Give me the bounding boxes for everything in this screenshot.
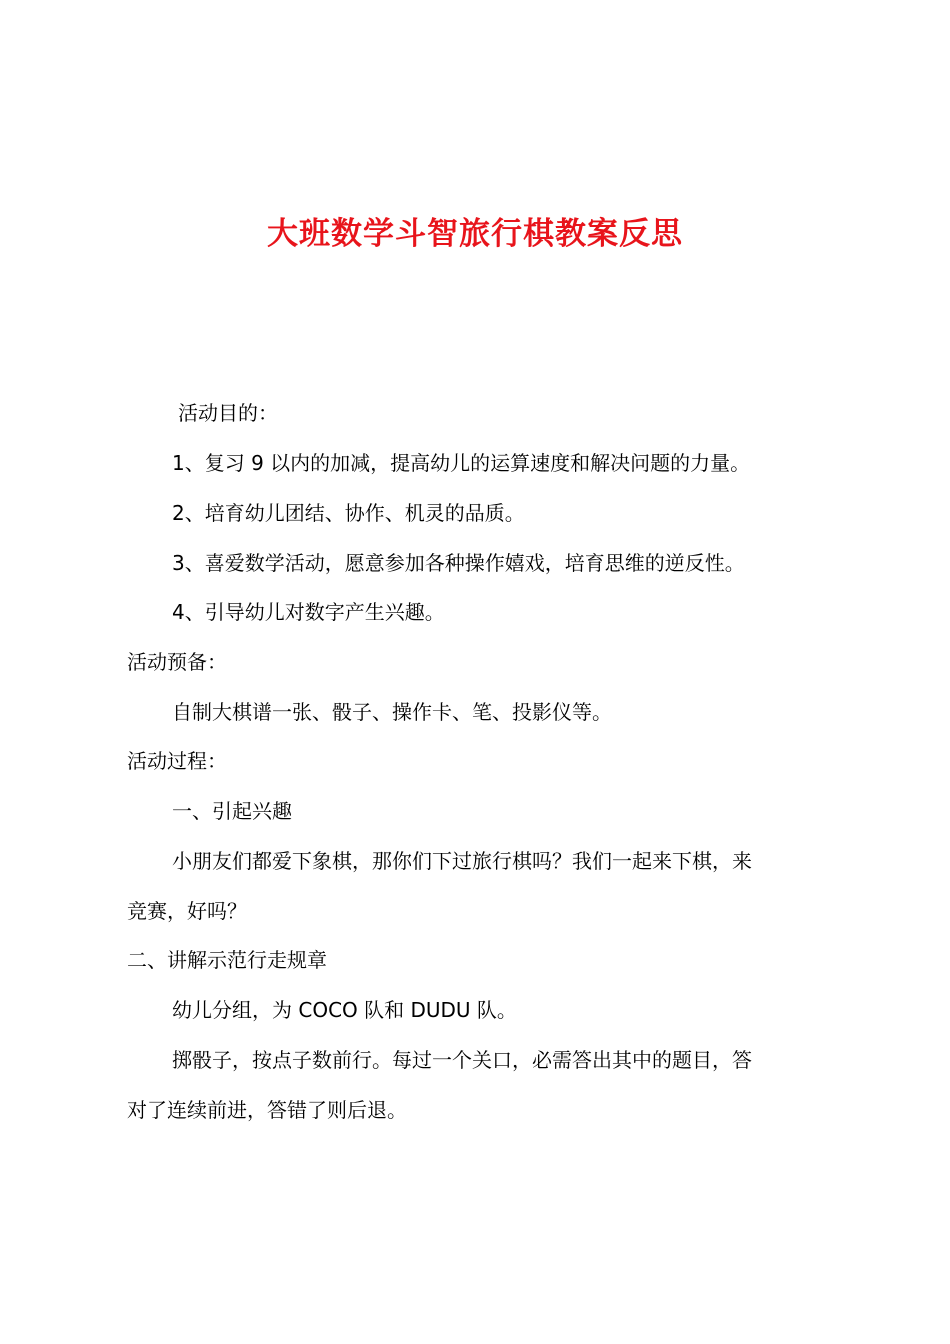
process-step-1-heading: 一、引起兴趣 [172,799,292,823]
section-heading-process: 活动过程： [127,749,227,773]
goal-item-4: 4、引导幼儿对数字产生兴趣。 [172,600,445,624]
preparation-text: 自制大棋谱一张、骰子、操作卡、笔、投影仪等。 [172,700,612,724]
goal-item-2: 2、培育幼儿团结、协作、机灵的品质。 [172,501,525,525]
paragraph-line: 小朋友们都爱下象棋，那你们下过旅行棋吗？我们一起来下棋，来 [172,849,752,873]
document-title: 大班数学斗智旅行棋教案反思 [267,216,683,252]
goal-item-3: 3、喜爱数学活动，愿意参加各种操作嬉戏，培育思维的逆反性。 [172,551,745,575]
paragraph-line: 掷骰子，按点子数前行。每过一个关口，必需答出其中的题目，答 [172,1048,752,1072]
paragraph-line: 幼儿分组，为 COCO 队和 DUDU 队。 [172,998,517,1022]
paragraph-line: 对了连续前进，答错了则后退。 [127,1098,407,1122]
section-heading-preparation: 活动预备： [127,650,227,674]
paragraph-line: 竞赛，好吗？ [127,899,247,923]
process-step-2-heading: 二、讲解示范行走规章 [127,948,327,972]
section-heading-goals: 活动目的： [178,401,278,425]
goal-item-1: 1、复习 9 以内的加减，提高幼儿的运算速度和解决问题的力量。 [172,451,751,475]
